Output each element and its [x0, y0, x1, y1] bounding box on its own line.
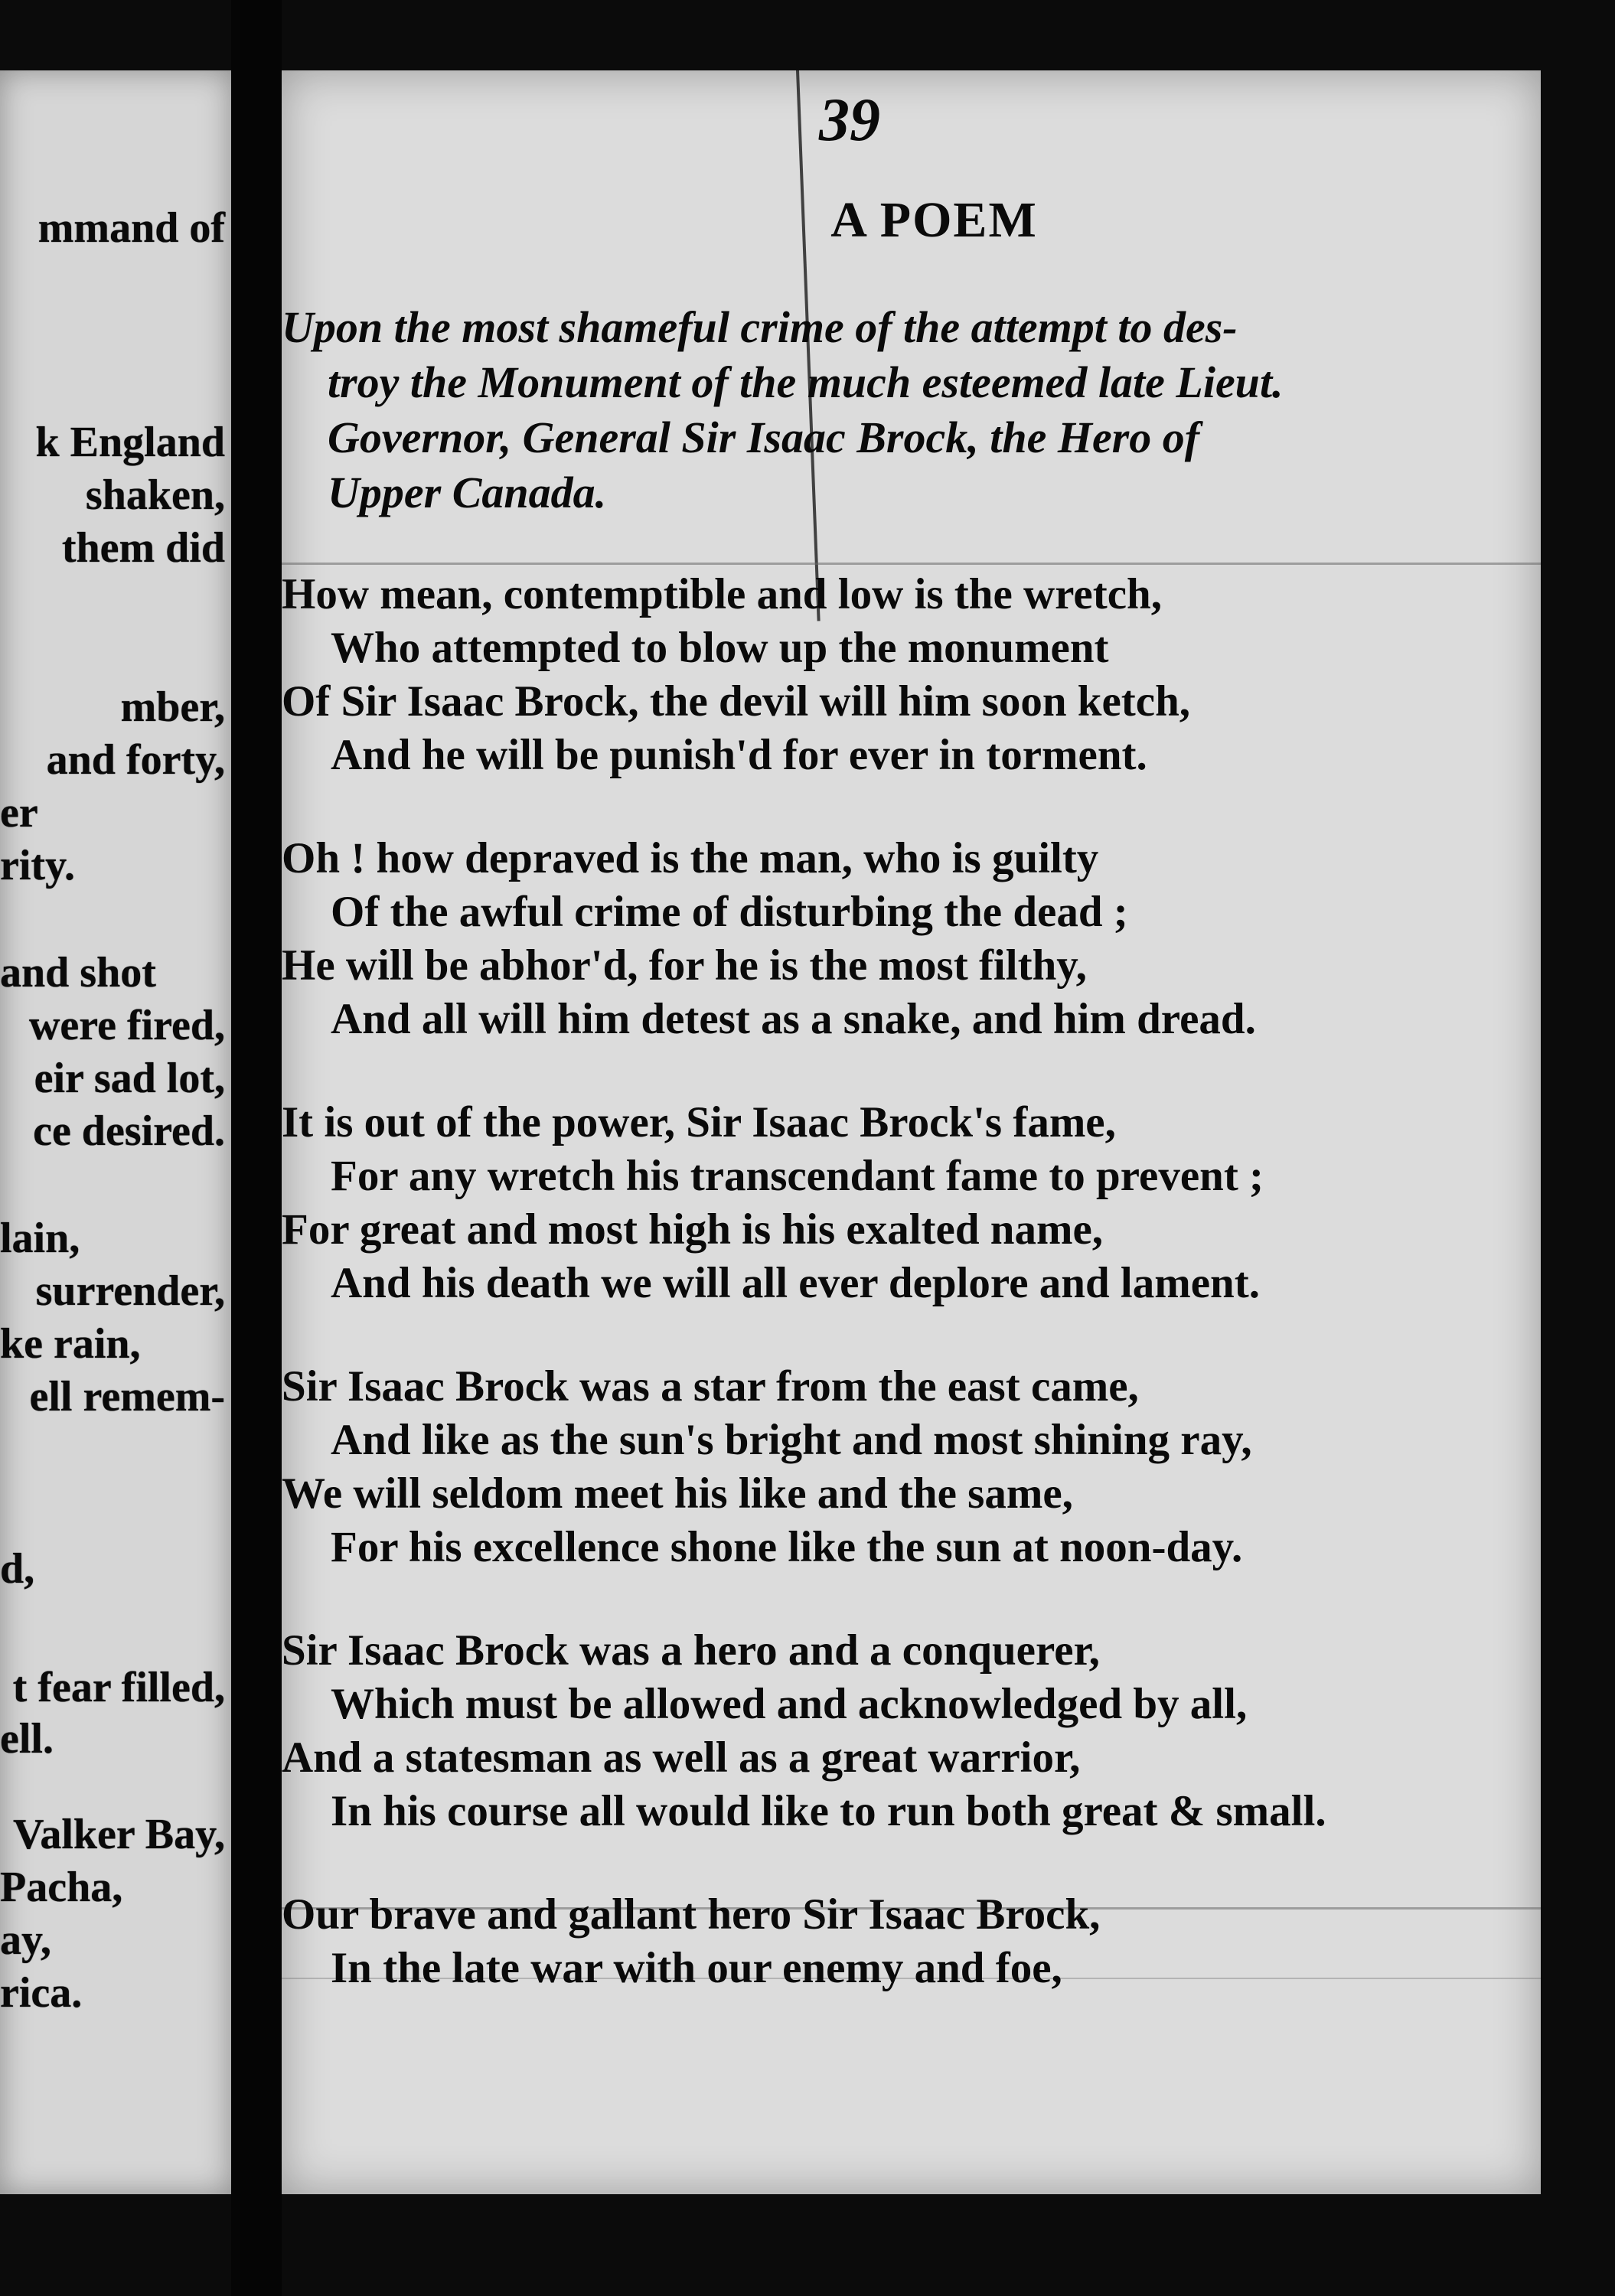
- left-text-fragment: rity.: [0, 842, 75, 889]
- left-text-fragment: and forty,: [46, 736, 225, 784]
- verse-line: And he will be punish'd for ever in torment.: [331, 731, 1147, 779]
- left-text-fragment: ke rain,: [0, 1320, 141, 1368]
- stanza: [282, 832, 1506, 1046]
- verse-line: In the late war with our enemy and foe,: [331, 1944, 1062, 1992]
- left-text-fragment: er: [0, 789, 38, 837]
- verse-line: Who attempted to blow up the monument: [331, 624, 1109, 672]
- verse-line: It is out of the power, Sir Isaac Brock's fame,: [282, 1098, 1116, 1146]
- left-text-fragment: mber,: [120, 683, 225, 731]
- left-text-fragment: them did: [61, 524, 225, 572]
- verse-line: For any wretch his transcendant fame to prevent ;: [331, 1152, 1264, 1200]
- left-text-fragment: were fired,: [28, 1002, 225, 1049]
- left-page-fragment: [0, 70, 231, 2194]
- right-page: [282, 70, 1541, 2194]
- verse-line: And his death we will all ever deplore and lament.: [331, 1259, 1260, 1307]
- stanza: [282, 1888, 1506, 1995]
- left-text-fragment: t fear filled,: [12, 1664, 225, 1711]
- book-gutter: [231, 0, 282, 2296]
- page-number: 39: [819, 86, 880, 154]
- left-text-fragment: Valker Bay,: [13, 1811, 225, 1858]
- left-text-fragment: Pacha,: [0, 1864, 123, 1911]
- left-text-fragment: ay,: [0, 1916, 51, 1964]
- subtitle-line: Governor, General Sir Isaac Brock, the Hero of: [328, 413, 1200, 462]
- verse-line: And a statesman as well as a great warrior,: [282, 1733, 1081, 1782]
- left-text-fragment: ell.: [0, 1715, 54, 1763]
- left-text-fragment: d,: [0, 1545, 35, 1593]
- verse-line: Sir Isaac Brock was a star from the east came,: [282, 1362, 1139, 1411]
- stanza: [282, 1360, 1506, 1574]
- left-text-fragment: k England: [35, 419, 225, 466]
- left-text-fragment: lain,: [0, 1215, 80, 1262]
- verse-line: Sir Isaac Brock was a hero and a conquerer,: [282, 1626, 1100, 1675]
- verse-line: Of the awful crime of disturbing the dead ;: [331, 888, 1128, 936]
- subtitle-line: Upon the most shameful crime of the attempt to des-: [282, 302, 1238, 352]
- verse-line: And all will him detest as a snake, and him dread.: [331, 995, 1256, 1043]
- verse-line: And like as the sun's bright and most shining ray,: [331, 1416, 1252, 1464]
- stanza: [282, 1624, 1506, 1838]
- left-text-fragment: mmand of: [38, 204, 225, 252]
- poem-subtitle: [282, 300, 1476, 520]
- verse-line: In his course all would like to run both great & small.: [331, 1787, 1326, 1835]
- verse-line: Of Sir Isaac Brock, the devil will him soon ketch,: [282, 677, 1191, 726]
- verse-line: He will be abhor'd, for he is the most filthy,: [282, 941, 1087, 990]
- verse-line: For great and most high is his exalted name,: [282, 1205, 1104, 1254]
- verse-line: We will seldom meet his like and the same,: [282, 1469, 1073, 1518]
- stanza: [282, 568, 1506, 782]
- left-text-fragment: ell remem-: [29, 1373, 225, 1420]
- subtitle-line: Upper Canada.: [328, 468, 607, 517]
- left-text-fragment: eir sad lot,: [34, 1055, 225, 1102]
- stanza: [282, 1096, 1506, 1310]
- left-text-fragment: shaken,: [85, 471, 225, 519]
- verse-line: How mean, contemptible and low is the wretch,: [282, 570, 1162, 618]
- scan-artifact-line: [282, 563, 1541, 565]
- verse-line: For his excellence shone like the sun at noon-day.: [331, 1523, 1243, 1571]
- left-text-fragment: surrender,: [35, 1267, 225, 1315]
- left-text-fragment: and shot: [0, 949, 156, 996]
- poem-title: A POEM: [830, 192, 1038, 248]
- verse-line: Which must be allowed and acknowledged by all,: [331, 1680, 1248, 1728]
- verse-line: Our brave and gallant hero Sir Isaac Brock,: [282, 1890, 1101, 1939]
- left-text-fragment: ce desired.: [33, 1107, 225, 1155]
- subtitle-line: troy the Monument of the much esteemed late Lieut.: [328, 357, 1284, 407]
- left-text-fragment: rica.: [0, 1969, 83, 2017]
- verse-line: Oh ! how depraved is the man, who is guilty: [282, 834, 1099, 882]
